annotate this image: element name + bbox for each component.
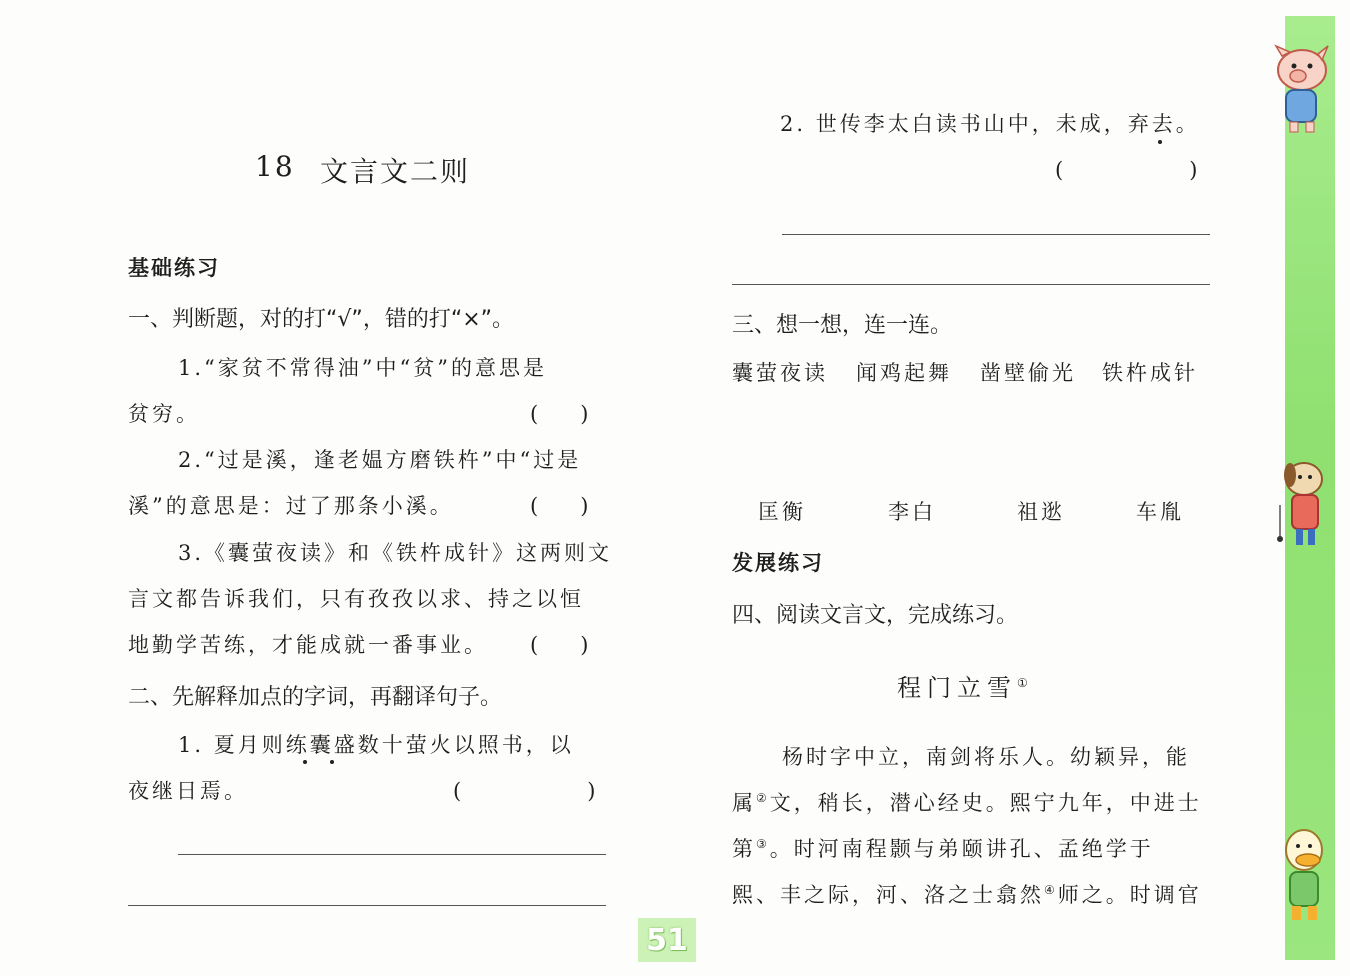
idiom-item[interactable]: 凿壁偷光 xyxy=(980,361,1076,385)
passage-line-3 xyxy=(732,833,1154,863)
footnote-marker: ③ xyxy=(756,837,770,851)
person-item[interactable]: 李白 xyxy=(888,500,936,524)
passage-title-text: 程门立雪 xyxy=(897,674,1017,702)
q1-item2-line1: 2.“过是溪，逢老媪方磨铁杵”中“过是 xyxy=(178,448,582,472)
q2-item1-line1: 1. 夏月则练囊盛数十萤火以照书，以 xyxy=(178,733,574,757)
q1-item3-answer-blank[interactable]: ( ) xyxy=(530,633,589,657)
q1-item3-line1: 3.《囊萤夜读》和《铁杵成针》这两则文 xyxy=(178,541,613,565)
emphasis-dot xyxy=(330,760,334,764)
lesson-number: 18 xyxy=(255,150,295,183)
question-3-heading: 三、想一想，连一连。 xyxy=(732,313,953,338)
section-development-practice: 发展练习 xyxy=(732,551,824,575)
passage-line-2 xyxy=(732,787,1202,817)
passage-title xyxy=(897,668,1034,703)
answer-line[interactable] xyxy=(178,854,606,855)
idiom-item[interactable]: 闻鸡起舞 xyxy=(856,361,952,385)
idiom-item[interactable]: 铁杵成针 xyxy=(1102,361,1198,385)
passage-line-1: 杨时字中立，南剑将乐人。幼颖异，能 xyxy=(782,745,1190,769)
person-item[interactable]: 祖逖 xyxy=(1017,500,1065,524)
q1-item3-line3: 地勤学苦练，才能成就一番事业。 xyxy=(128,633,488,657)
person-item[interactable]: 匡衡 xyxy=(758,500,806,524)
question-1-heading: 一、判断题，对的打“√”，错的打“×”。 xyxy=(128,307,515,332)
lesson-title: 文言文二则 xyxy=(320,155,471,188)
footnote-marker: ④ xyxy=(1044,883,1058,897)
emphasis-dot xyxy=(1158,140,1162,144)
q2-item1-answer-blank[interactable]: ( ) xyxy=(453,779,596,803)
section-basic-practice: 基础练习 xyxy=(128,256,220,280)
passage-text: 师之。时调官 xyxy=(1057,883,1202,907)
passage-text: 第 xyxy=(732,837,756,861)
page-number: 51 xyxy=(638,918,696,962)
q2-item2-text: 2. 世传李太白读书山中，未成，弃去。 xyxy=(780,112,1200,136)
answer-line[interactable] xyxy=(782,234,1210,235)
pig-mascot-icon xyxy=(1260,40,1340,135)
passage-text: 属 xyxy=(732,791,756,815)
q1-item2-answer-blank[interactable]: ( ) xyxy=(530,494,589,518)
person-item[interactable]: 车胤 xyxy=(1136,500,1184,524)
q1-item3-line2: 言文都告诉我们，只有孜孜以求、持之以恒 xyxy=(128,587,584,611)
q1-item1-answer-blank[interactable]: ( ) xyxy=(530,402,589,426)
answer-line[interactable] xyxy=(732,284,1210,285)
q1-item1-line1: 1.“家贫不常得油”中“贫”的意思是 xyxy=(178,356,547,380)
question-2-heading: 二、先解释加点的字词，再翻译句子。 xyxy=(128,685,503,710)
q2-item1-line2: 夜继日焉。 xyxy=(128,779,248,803)
footnote-marker: ② xyxy=(756,791,770,805)
passage-text: 文，稍长，潜心经史。熙宁九年，中进士 xyxy=(769,791,1202,815)
emphasis-dot xyxy=(303,760,307,764)
passage-text: 熙、丰之际，河、洛之士翕然 xyxy=(732,883,1044,907)
footnote-marker: ① xyxy=(1017,676,1034,690)
passage-line-4 xyxy=(732,879,1202,909)
answer-line[interactable] xyxy=(128,905,606,906)
dog-mascot-icon xyxy=(1268,455,1338,555)
q2-item2-answer-blank[interactable]: ( ) xyxy=(1055,158,1198,182)
q1-item2-line2: 溪”的意思是：过了那条小溪。 xyxy=(128,494,454,518)
passage-text: 。时河南程颢与弟颐讲孔、孟绝学于 xyxy=(769,837,1154,861)
q1-item1-line2: 贫穷。 xyxy=(128,402,200,426)
question-4-heading: 四、阅读文言文，完成练习。 xyxy=(732,603,1019,628)
duck-mascot-icon xyxy=(1268,820,1340,930)
idiom-item[interactable]: 囊萤夜读 xyxy=(732,361,828,385)
